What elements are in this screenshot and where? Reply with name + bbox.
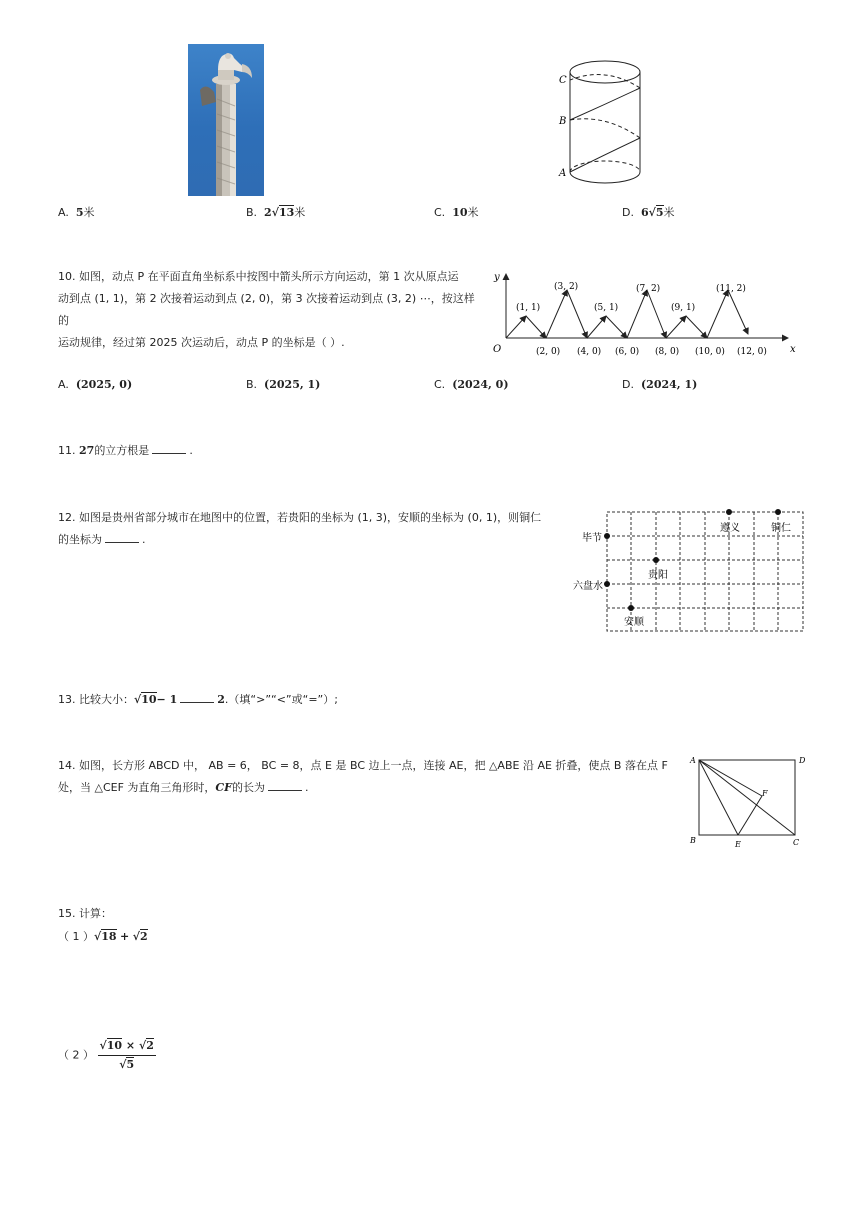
q10-line-2: 动到点 (1, 1)，第 2 次接着运动到点 (2, 0)，第 3 次接着运动到点 (3, 2) ⋯，按这样的 [58, 292, 475, 327]
q15-part-1: （ 1 ）√18 + √2 [58, 930, 148, 943]
point-e-label: E [735, 840, 741, 849]
origin-label: O [493, 344, 502, 355]
answer-blank[interactable] [268, 779, 302, 791]
base-label-1: (2, 0) [536, 347, 561, 357]
city-tongren: 铜仁 [771, 523, 791, 534]
answer-blank[interactable] [180, 691, 214, 703]
point-d-label: D [799, 756, 806, 765]
city-guiyang: 贵阳 [648, 570, 668, 581]
base-label-6: (12, 0) [737, 347, 767, 357]
q9-option-a[interactable]: A. 5米 [58, 206, 95, 219]
peak-label-3: (5, 1) [594, 303, 619, 313]
q15-part-2: （ 2 ） $\frac{√10 \times √2}{√5}$ [58, 1039, 154, 1071]
q10-line-1: 10. 如图，动点 P 在平面直角坐标系中按图中箭头所示方向运动，第 1 次从原点运 [58, 270, 459, 283]
x-axis-label: x [790, 344, 796, 355]
fraction: $\frac{√10 \times √2}{√5}$ [99, 1039, 154, 1071]
cylinder-label-a: A [559, 168, 567, 179]
city-liupanshui: 六盘水 [573, 581, 603, 592]
cylinder-label-c: C [559, 75, 567, 86]
q13-text: 13. 比较大小：√10− 1 2.（填“>”“<”或“=”）; [58, 693, 338, 706]
y-axis-label: y [494, 272, 500, 283]
base-label-5: (10, 0) [695, 347, 725, 357]
cylinder-label-b: B [559, 116, 567, 127]
peak-label-4: (7, 2) [636, 284, 661, 294]
city-grid-map [570, 506, 810, 636]
q9-option-c[interactable]: C. 10米 [434, 206, 479, 219]
q15-title: 15. 计算： [58, 907, 112, 920]
base-label-4: (8, 0) [655, 347, 680, 357]
q12-line-2: 的坐标为 [58, 533, 102, 546]
peak-label-5: (9, 1) [671, 303, 696, 313]
point-b-label: B [690, 836, 696, 845]
q12-line-1: 12. 如图是贵州省部分城市在地图中的位置，若贵阳的坐标为 (1, 3)，安顺的坐标为 (0, 1)，则铜仁 [58, 511, 542, 524]
point-c-label: C [793, 838, 800, 847]
q14-line-1: 14. 如图，长方形 ABCD 中， AB = 6， BC = 8，点 E 是 BC 边上一点，连接 AE，把 △ABE 沿 AE 折叠，使点 B 落在点 F [58, 759, 668, 772]
cylinder-figure [556, 52, 648, 190]
base-label-2: (4, 0) [577, 347, 602, 357]
peak-label-1: (1, 1) [516, 303, 541, 313]
q9-option-d[interactable]: D. 6√5米 [622, 206, 675, 219]
city-zunyi: 遵义 [720, 523, 740, 534]
point-f-label: F [762, 789, 768, 798]
q9-option-b[interactable]: B. 2√13米 [246, 206, 306, 219]
answer-blank[interactable] [105, 531, 139, 543]
q11-text: 11. 27的立方根是 . [58, 444, 193, 457]
q10-option-a[interactable]: A. (2025, 0) [58, 378, 133, 391]
peak-label-2: (3, 2) [554, 282, 579, 292]
pillar-photo [188, 44, 264, 196]
q10-option-c[interactable]: C. (2024, 0) [434, 378, 509, 391]
rectangle-fold-figure [684, 752, 814, 852]
q10-option-b[interactable]: B. (2025, 1) [246, 378, 321, 391]
city-bijie: 毕节 [582, 533, 602, 544]
q10-text [58, 266, 478, 354]
answer-blank[interactable] [152, 442, 186, 454]
peak-label-6: (11, 2) [716, 284, 746, 294]
q10-line-3: 运动规律，经过第 2025 次运动后，动点 P 的坐标是（ ）. [58, 336, 345, 349]
q10-option-d[interactable]: D. (2024, 1) [622, 378, 698, 391]
motion-graph [488, 268, 800, 360]
point-a-label: A [690, 756, 696, 765]
base-label-3: (6, 0) [615, 347, 640, 357]
q12-text: 12. 如图是贵州省部分城市在地图中的位置，若贵阳的坐标为 (1, 3)，安顺的坐标为 (0, 1)，则铜仁 的坐标为 . [58, 507, 558, 551]
q14-text: 14. 如图，长方形 ABCD 中， AB = 6， BC = 8，点 E 是 BC 边上一点，连接 AE，把 △ABE 沿 AE 折叠，使点 B 落在点 F 处，当 △CEF 为直角三角形时，CF的长为 . [58, 755, 688, 799]
city-anshun: 安顺 [624, 617, 644, 628]
